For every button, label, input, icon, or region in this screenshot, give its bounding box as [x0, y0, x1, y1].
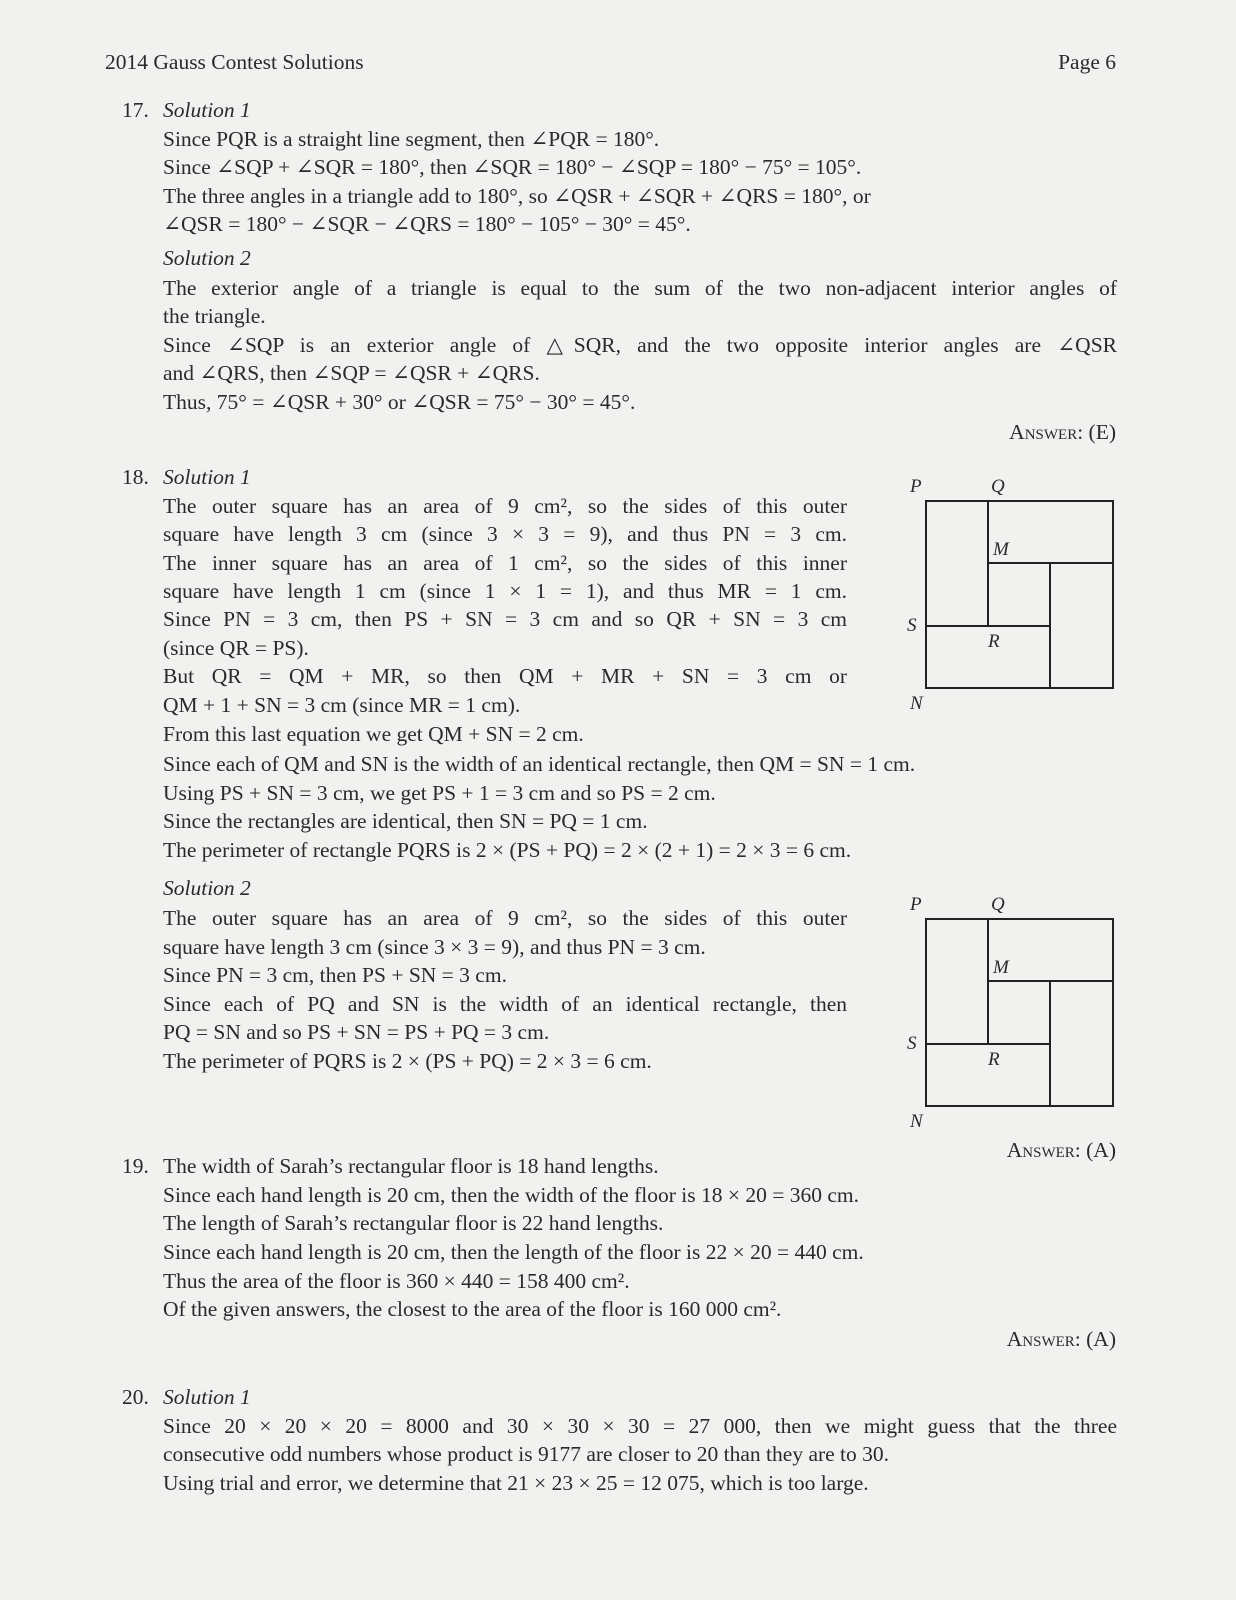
text-line: The exterior angle of a triangle is equal to the sum of the two non-adjacent interior angles of — [163, 276, 1117, 300]
label-r: R — [988, 1049, 1000, 1070]
text-line: Using trial and error, we determine that 21 × 23 × 25 = 12 075, which is too large. — [163, 1471, 869, 1495]
text-line: Since ∠SQP is an exterior angle of △SQR, and the two opposite interior angles are ∠QSR — [163, 333, 1117, 357]
text-line: Since each hand length is 20 cm, then the width of the floor is 18 × 20 = 360 cm. — [163, 1183, 859, 1207]
label-r: R — [988, 631, 1000, 652]
text-line: But QR = QM + MR, so then QM + MR + SN = 3 cm or — [163, 664, 847, 688]
problem-number: 20. — [122, 1385, 149, 1409]
label-q: Q — [991, 476, 1005, 497]
text-line: the triangle. — [163, 304, 266, 328]
text-line: Of the given answers, the closest to the area of the floor is 160 000 cm². — [163, 1297, 782, 1321]
text-line: Since the rectangles are identical, then SN = PQ = 1 cm. — [163, 809, 648, 833]
text-line: Thus the area of the floor is 360 × 440 = 158 400 cm². — [163, 1269, 630, 1293]
page-number: Page 6 — [1058, 50, 1116, 74]
problem-number: 18. — [122, 465, 149, 489]
label-p: P — [910, 476, 922, 497]
text-line: Since each of QM and SN is the width of an identical rectangle, then QM = SN = 1 cm. — [163, 752, 916, 776]
text-line: Since 20 × 20 × 20 = 8000 and 30 × 30 × 30 = 27 000, then we might guess that the three — [163, 1414, 1117, 1438]
solution-heading: Solution 1 — [163, 1385, 251, 1409]
text-line: Since PN = 3 cm, then PS + SN = 3 cm. — [163, 963, 507, 987]
text-line: Since each hand length is 20 cm, then the length of the floor is 22 × 20 = 440 cm. — [163, 1240, 864, 1264]
answer: Answer: (A) — [1006, 1138, 1116, 1162]
text-line: Since PN = 3 cm, then PS + SN = 3 cm and so QR + SN = 3 cm — [163, 607, 847, 631]
text-line: ∠QSR = 180° − ∠SQR − ∠QRS = 180° − 105° − 30° = 45°. — [163, 212, 691, 236]
diagram-lines — [900, 470, 1130, 720]
solution-heading: Solution 2 — [163, 876, 251, 900]
text-line: consecutive odd numbers whose product is 9177 are closer to 20 than they are to 30. — [163, 1442, 890, 1466]
text-line: The three angles in a triangle add to 180°, so ∠QSR + ∠SQR + ∠QRS = 180°, or — [163, 184, 871, 208]
text-line: Since each of PQ and SN is the width of an identical rectangle, then — [163, 992, 847, 1016]
text-line: The length of Sarah’s rectangular floor is 22 hand lengths. — [163, 1211, 664, 1235]
text-line: From this last equation we get QM + SN = 2 cm. — [163, 722, 584, 746]
problem-number: 19. — [122, 1154, 149, 1178]
text-line: square have length 3 cm (since 3 × 3 = 9), and thus PN = 3 cm. — [163, 935, 706, 959]
diagram-lines — [900, 888, 1130, 1138]
problem-number: 17. — [122, 98, 149, 122]
text-line: Since ∠SQP + ∠SQR = 180°, then ∠SQR = 180° − ∠SQP = 180° − 75° = 105°. — [163, 155, 862, 179]
solution-heading: Solution 1 — [163, 465, 251, 489]
text-line: The outer square has an area of 9 cm², so the sides of this outer — [163, 494, 847, 518]
label-s: S — [907, 1033, 917, 1054]
text-line: The perimeter of rectangle PQRS is 2 × (PS + PQ) = 2 × (2 + 1) = 2 × 3 = 6 cm. — [163, 838, 852, 862]
label-s: S — [907, 615, 917, 636]
answer: Answer: (E) — [1009, 420, 1116, 444]
text-line: QM + 1 + SN = 3 cm (since MR = 1 cm). — [163, 693, 521, 717]
square-diagram — [900, 470, 1130, 720]
text-line: PQ = SN and so PS + SN = PS + PQ = 3 cm. — [163, 1020, 550, 1044]
text-line: The inner square has an area of 1 cm², so the sides of this inner — [163, 551, 847, 575]
label-n: N — [910, 693, 923, 714]
text-line: Since PQR is a straight line segment, then ∠PQR = 180°. — [163, 127, 660, 151]
header-title: 2014 Gauss Contest Solutions — [105, 50, 364, 74]
label-m: M — [993, 957, 1009, 978]
label-m: M — [993, 539, 1009, 560]
text-line: and ∠QRS, then ∠SQP = ∠QSR + ∠QRS. — [163, 361, 540, 385]
label-q: Q — [991, 894, 1005, 915]
solution-heading: Solution 1 — [163, 98, 251, 122]
solution-heading: Solution 2 — [163, 246, 251, 270]
label-p: P — [910, 894, 922, 915]
text-line: The outer square has an area of 9 cm², so the sides of this outer — [163, 906, 847, 930]
label-n: N — [910, 1111, 923, 1132]
square-diagram — [900, 888, 1130, 1138]
text-line: (since QR = PS). — [163, 636, 309, 660]
text-line: The width of Sarah’s rectangular floor is 18 hand lengths. — [163, 1154, 659, 1178]
text-line: Thus, 75° = ∠QSR + 30° or ∠QSR = 75° − 30° = 45°. — [163, 390, 636, 414]
text-line: The perimeter of PQRS is 2 × (PS + PQ) = 2 × 3 = 6 cm. — [163, 1049, 652, 1073]
text-line: square have length 1 cm (since 1 × 1 = 1), and thus MR = 1 cm. — [163, 579, 847, 603]
answer: Answer: (A) — [1006, 1327, 1116, 1351]
text-line: square have length 3 cm (since 3 × 3 = 9), and thus PN = 3 cm. — [163, 522, 847, 546]
text-line: Using PS + SN = 3 cm, we get PS + 1 = 3 cm and so PS = 2 cm. — [163, 781, 716, 805]
